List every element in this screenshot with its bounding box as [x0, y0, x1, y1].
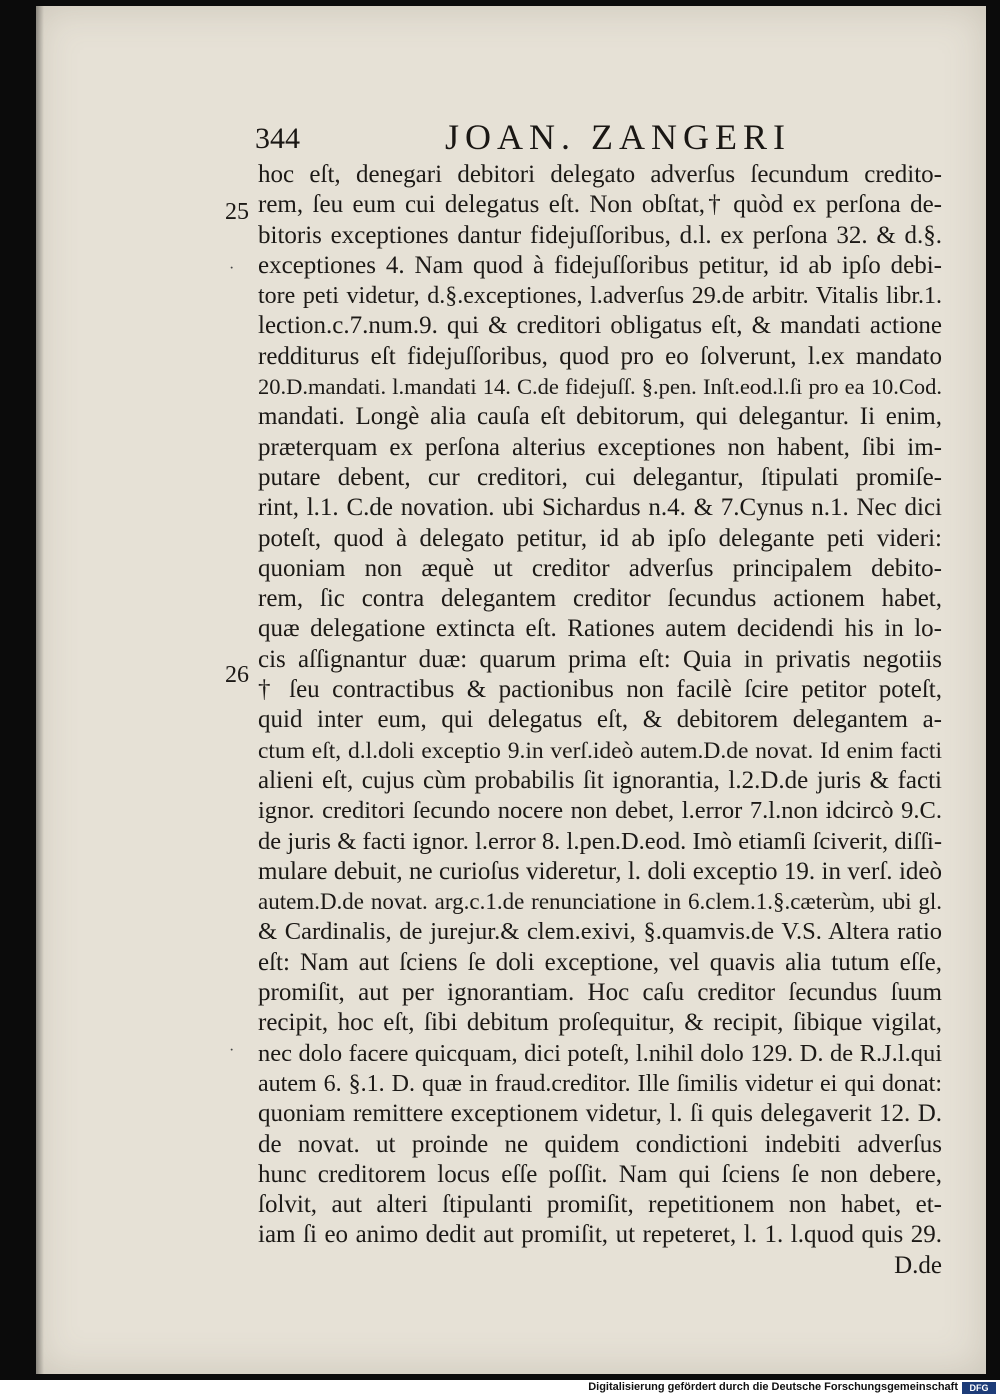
text-line: lection.c.7.num.9. qui & creditori obligatus eſt, & mandati actione	[258, 312, 942, 340]
running-title: JOAN. ZANGERI	[445, 117, 791, 157]
text-line: nec dolo facere quicquam, dici poteſt, l.nihil dolo 129. D. de R.J.l.qui	[258, 1039, 942, 1067]
text-line: cis aſſignantur duæ: quarum prima eſt: Quia in privatis negotiis	[258, 645, 942, 673]
text-line: eſt: Nam aut ſciens ſe doli exceptione, vel quavis alia tutum eſſe,	[258, 948, 942, 976]
text-line: tore peti videtur, d.§.exceptiones, l.adverſus 29.de arbitr. Vitalis libr.1.	[258, 283, 942, 310]
text-line: & Cardinalis, de jurejur.& clem.exivi, §.quamvis.de V.S. Altera ratio	[258, 918, 942, 946]
text-line: ignor. creditori ſecundo nocere non debet, l.error 7.l.non idcircò 9.C.	[258, 797, 942, 825]
margin-note-number: 25	[225, 199, 249, 225]
margin-note-number: 26	[225, 662, 249, 688]
text-line: autem.D.de novat. arg.c.1.de renunciatione in 6.clem.1.§.cæterùm, ubi gl.	[258, 889, 942, 915]
text-line: rem, ſeu eum cui delegatus eſt. Non obſtat,† quòd ex perſona de-	[258, 191, 942, 219]
footer-credit: Digitalisierung gefördert durch die Deutsche Forschungsgemeinschaft	[588, 1381, 958, 1393]
text-line: ſolvit, aut alteri ſtipulanti promiſit, repetitionem non habet, et-	[258, 1191, 942, 1219]
text-line: ctum eſt, d.l.doli exceptio 9.in verſ.ideò autem.D.de novat. Id enim facti	[258, 737, 942, 764]
text-line: 20.D.mandati. l.mandati 14. C.de fidejuſſ. §.pen. Inſt.eod.l.ſi pro ea 10.Cod.	[258, 374, 942, 400]
text-line: alieni eſt, cujus cùm probabilis ſit ignorantia, l.2.D.de juris & facti	[258, 766, 942, 794]
dfg-logo-icon: DFG	[962, 1382, 996, 1394]
text-line: quoniam non æquè ut creditor adverſus principalem debito-	[258, 554, 942, 582]
text-line: de novat. ut proinde ne quidem condictioni indebiti adverſus	[258, 1130, 942, 1158]
footer-bar	[0, 1380, 1000, 1396]
body-text	[258, 160, 942, 1281]
text-line: de juris & facti ignor. l.error 8. l.pen.D.eod. Imò etiamſi ſciverit, diſſi-	[258, 827, 942, 855]
text-line: quæ delegatione extincta eſt. Rationes autem decidendi his in lo-	[258, 615, 942, 643]
text-line: poteſt, quod à delegato petitur, id ab ipſo delegante peti videri:	[258, 524, 942, 552]
margin-ink-mark: ·	[229, 1042, 235, 1059]
catchword: D.de	[894, 1251, 942, 1279]
text-line: recipit, hoc eſt, ſibi debitum proſequitur, & recipit, ſibique vigilat,	[258, 1009, 942, 1037]
text-line: quoniam remittere exceptionem videtur, l. ſi quis delegaverit 12. D.	[258, 1100, 942, 1128]
text-line: redditurus eſt fidejuſſoribus, quod pro eo ſolverunt, l.ex mandato	[258, 342, 942, 370]
text-line: iam ſi eo animo dedit aut promiſit, ut repeteret, l. 1. l.quod quis 29.	[258, 1221, 942, 1249]
text-line: mulare debuit, ne curioſus videretur, l. doli exceptio 19. in verſ. ideò	[258, 857, 942, 885]
text-line: mandati. Longè alia cauſa eſt debitorum, qui delegantur. Ii enim,	[258, 403, 942, 431]
margin-ink-mark: ·	[229, 260, 235, 277]
text-line: quid inter eum, qui delegatus eſt, & debitorem delegantem a-	[258, 706, 942, 734]
text-line: bitoris exceptiones dantur fidejuſſoribus, d.l. ex perſona 32. & d.§.	[258, 221, 942, 249]
text-line: autem 6. §.1. D. quæ in fraud.creditor. Ille ſimilis videtur ei qui donat:	[258, 1070, 942, 1097]
text-line: † ſeu contractibus & pactionibus non facilè ſcire petitor poteſt,	[258, 676, 942, 704]
text-line: promiſit, aut per ignorantiam. Hoc caſu creditor ſecundus ſuum	[258, 979, 942, 1007]
text-line: rem, ſic contra delegantem creditor ſecundus actionem habet,	[258, 585, 942, 613]
page-number: 344	[255, 122, 300, 155]
text-line: hoc eſt, denegari debitori delegato adverſus ſecundum credito-	[258, 161, 942, 188]
text-line: præterquam ex perſona alterius exceptiones non habent, ſibi im-	[258, 433, 942, 461]
gutter-shadow	[36, 6, 44, 1374]
text-line: putare debent, cur creditori, cui delegantur, ſtipulati promiſe-	[258, 463, 942, 491]
text-line: rint, l.1. C.de novation. ubi Sichardus n.4. & 7.Cynus n.1. Nec dici	[258, 494, 942, 522]
text-line: exceptiones 4. Nam quod à fidejuſſoribus petitur, id ab ipſo debi-	[258, 251, 942, 279]
text-line: hunc creditorem locus eſſe poſſit. Nam qui ſciens ſe non debere,	[258, 1160, 942, 1188]
